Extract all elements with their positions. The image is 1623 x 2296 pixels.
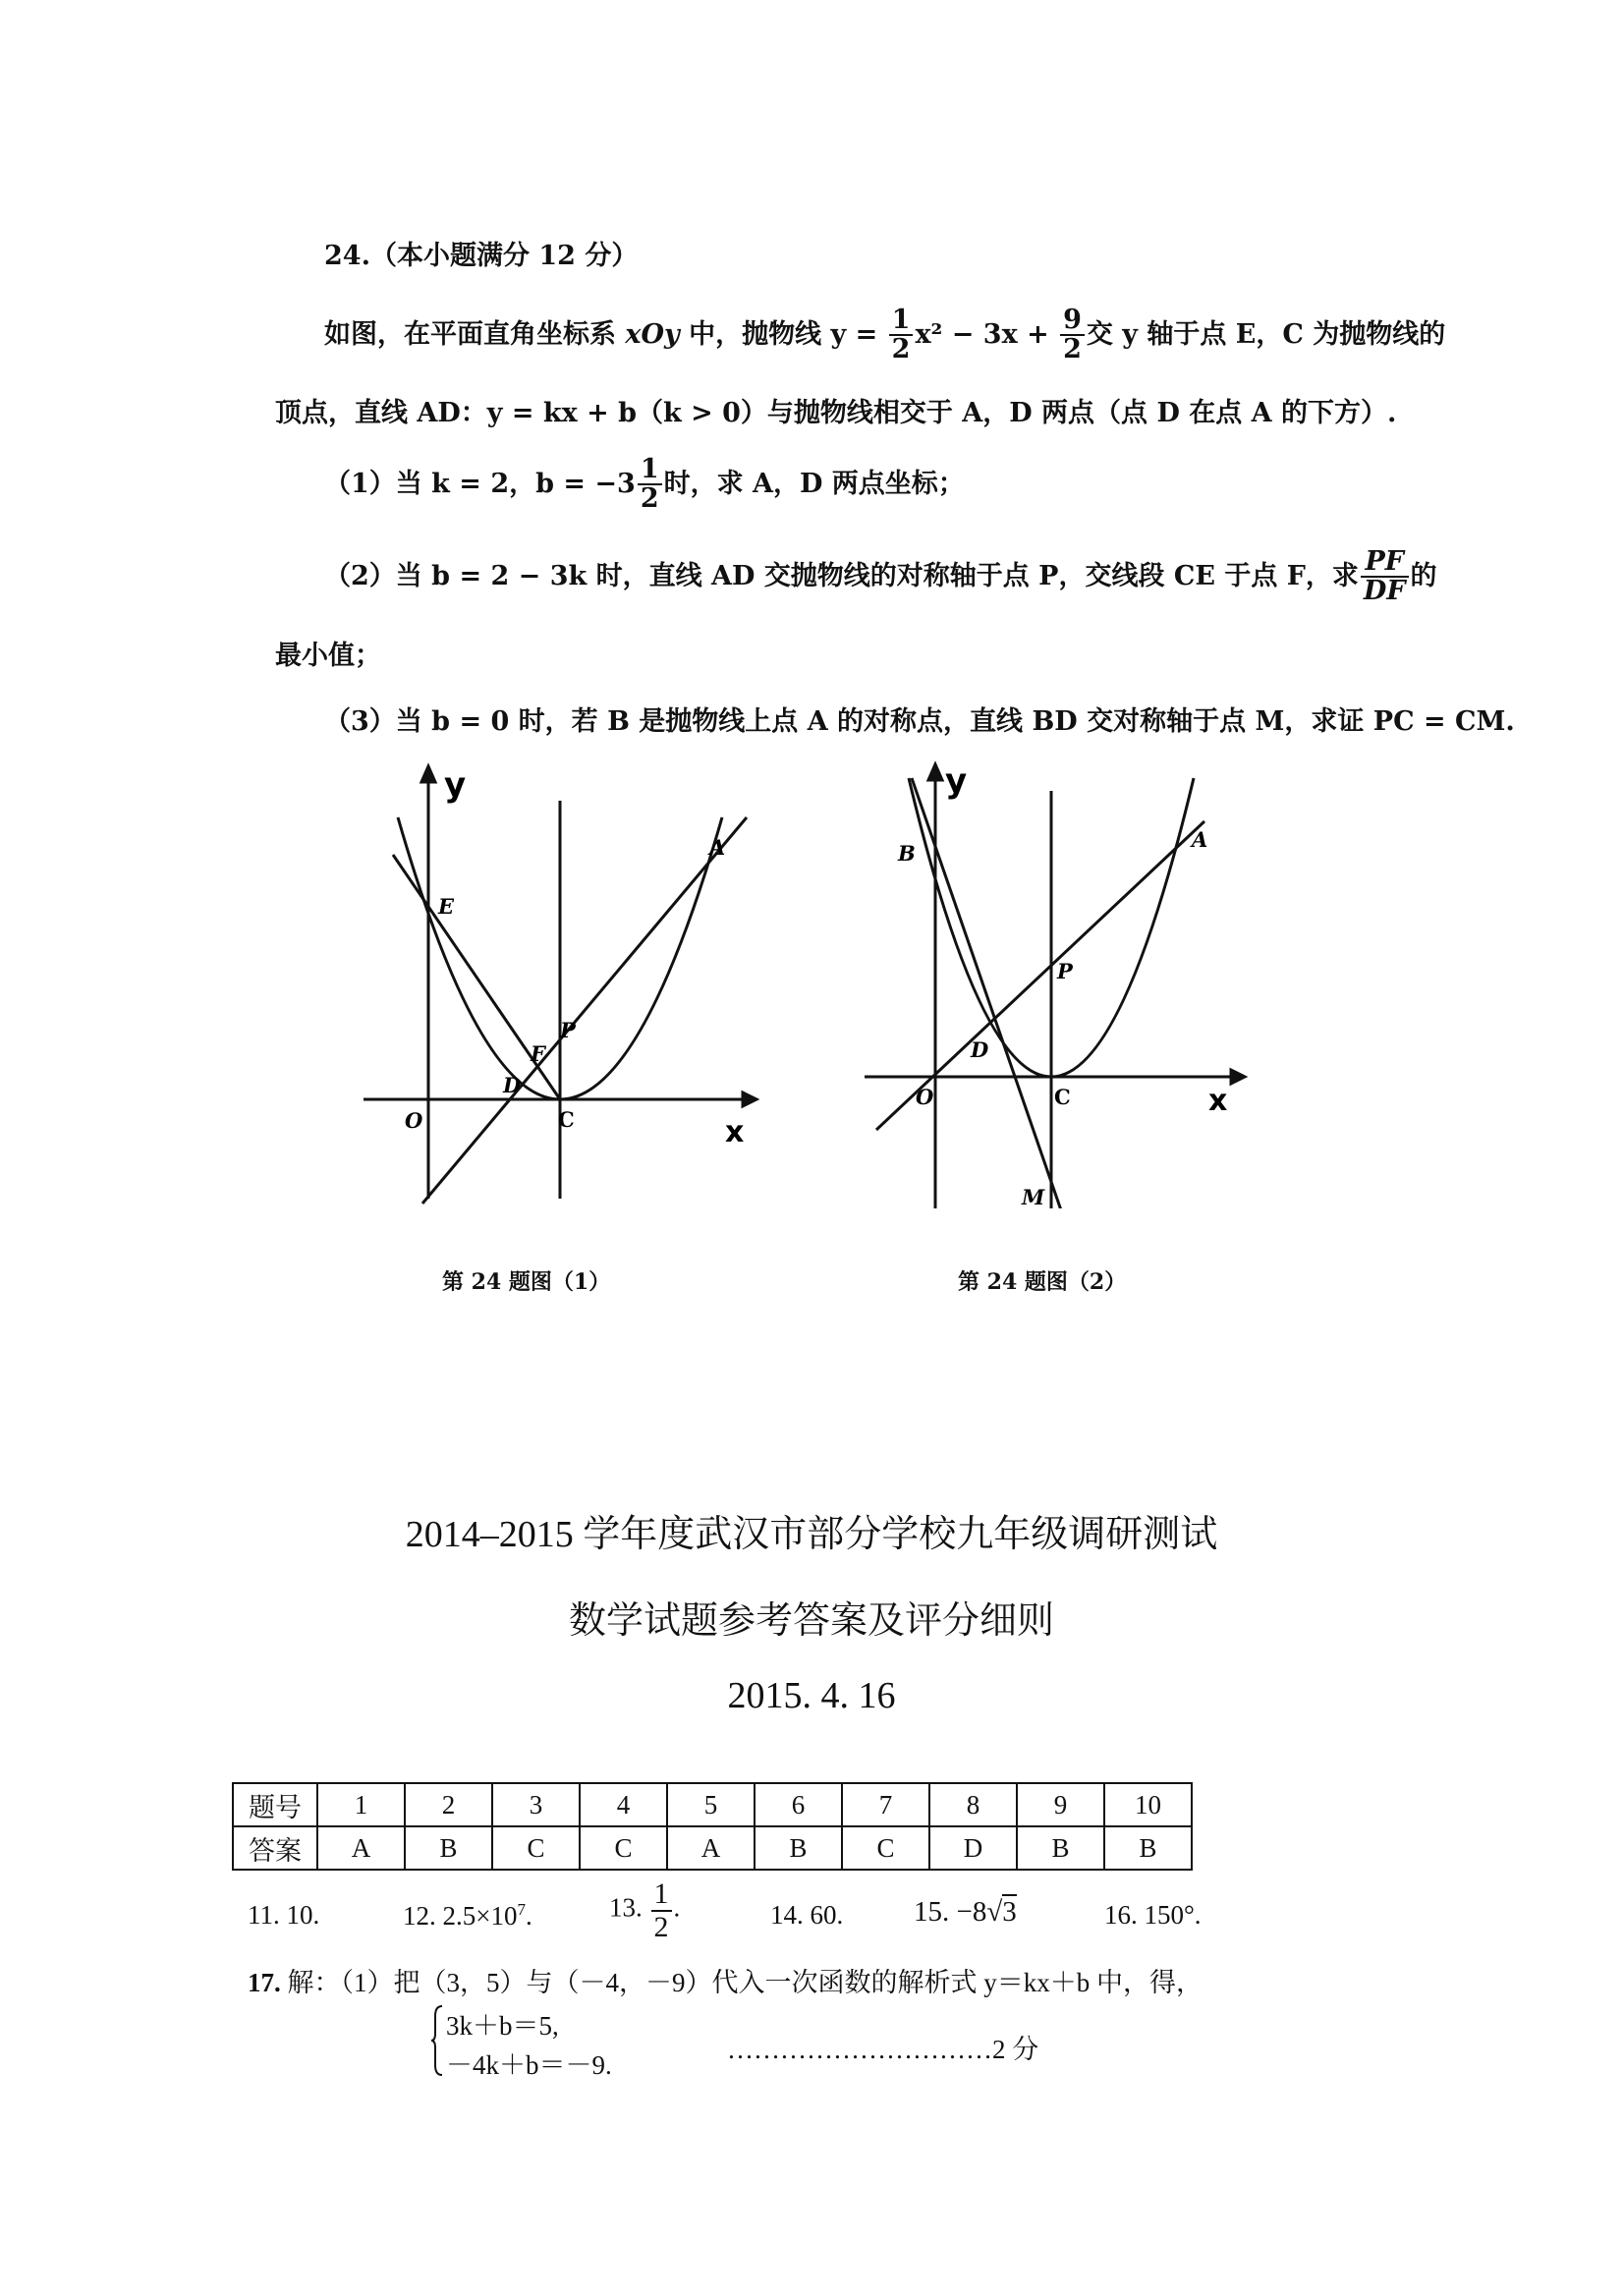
label-y: y — [444, 765, 467, 805]
answer-13: 13. $\frac{1}{2}$ . — [609, 1877, 681, 1943]
answer-16: 16. 150°. — [1104, 1900, 1202, 1930]
label-a: A — [1192, 827, 1208, 852]
table-cell: 4 — [580, 1783, 667, 1826]
q24-line2: 顶点，直线 AD：y = kx + b（k > 0）与抛物线相交于 A，D 两点（点 D 在点 A 的下方）. — [275, 398, 1397, 428]
label-p: P — [1057, 959, 1073, 983]
label-e: E — [438, 894, 455, 919]
table-cell: B — [755, 1826, 842, 1870]
q24-header: 24.（本小题满分 12 分） — [324, 241, 639, 271]
answer-12: 12. $2.5\times 10^7$. — [403, 1900, 532, 1931]
q17-eq1: 3k＋b＝5, — [446, 2011, 559, 2041]
q24-part3: （3）当 b = 0 时，若 B 是抛物线上点 A 的对称点，直线 BD 交对称轴于点 M，求证 PC = CM. — [324, 706, 1515, 737]
table-cell: 7 — [842, 1783, 929, 1826]
answer-15: 15. −8√3 — [914, 1896, 1017, 1928]
table-cell: 5 — [667, 1783, 755, 1826]
label-x: x — [725, 1115, 745, 1149]
x-axis-arrow — [1231, 1070, 1245, 1084]
table-cell: 2 — [405, 1783, 492, 1826]
brace-icon — [430, 2004, 444, 2077]
answer-11: 11. 10. — [248, 1900, 320, 1930]
table-cell: B — [1104, 1826, 1192, 1870]
label-f: F — [531, 1041, 545, 1066]
q17-eq2: －4k＋b＝－9. — [446, 2050, 612, 2080]
label-d: D — [503, 1073, 522, 1097]
figure-24-1 — [354, 756, 766, 1208]
table-cell: 1 — [317, 1783, 405, 1826]
q24-part2: （2）当 b = 2 − 3k 时，直线 AD 交抛物线的对称轴于点 P，交线段 CE 于点 F，求 $\frac{PF}{DF}$ 的 — [324, 546, 1437, 607]
table-cell: 3 — [492, 1783, 580, 1826]
table-cell: C — [842, 1826, 929, 1870]
table-row-numbers — [233, 1783, 1192, 1826]
fraction-half: $\frac{1}{2}$ — [889, 307, 914, 364]
table-cell: C — [580, 1826, 667, 1870]
table-cell: 6 — [755, 1783, 842, 1826]
table-cell: 10 — [1104, 1783, 1192, 1826]
label-b: B — [898, 841, 916, 866]
answer-table — [232, 1782, 1193, 1871]
figure-24-2 — [865, 756, 1277, 1208]
figure-1-caption: 第 24 题图（1） — [442, 1269, 611, 1295]
label-o: O — [405, 1108, 423, 1133]
q24-part1: （1）当 k = 2，b = −3 $\frac{1}{2}$ 时，求 A，D 两点坐标； — [324, 454, 965, 515]
q17-line1: 17. 解：（1）把（3，5）与（－4，－9）代入一次函数的解析式 y＝kx＋b 中，得， — [248, 1968, 1203, 1997]
table-cell: A — [317, 1826, 405, 1870]
x-axis-arrow — [743, 1092, 756, 1106]
table-cell: B — [405, 1826, 492, 1870]
line-ad — [876, 821, 1204, 1130]
label-c: C — [1054, 1085, 1071, 1109]
table-cell: B — [1017, 1826, 1104, 1870]
fraction-nine-halves: $\frac{9}{2}$ — [1060, 307, 1085, 364]
q24-part2-line2: 最小值； — [275, 641, 381, 671]
answer-title: 2014–2015 学年度武汉市部分学校九年级调研测试 — [405, 1514, 1218, 1555]
label-d: D — [971, 1037, 989, 1062]
answer-date: 2015. 4. 16 — [727, 1675, 896, 1716]
y-axis-arrow — [928, 764, 942, 780]
answer-subtitle: 数学试题参考答案及评分细则 — [568, 1600, 1054, 1642]
fraction-pf-df: $\frac{PF}{DF}$ — [1361, 548, 1409, 606]
figure-2-caption: 第 24 题图（2） — [958, 1269, 1127, 1295]
y-axis-arrow — [421, 766, 435, 782]
label-x: x — [1208, 1084, 1228, 1118]
label-y: y — [945, 761, 968, 801]
q17-score: …………………………2 分 — [727, 2035, 1039, 2064]
label-p: P — [560, 1018, 576, 1042]
label-m: M — [1022, 1185, 1045, 1208]
answer-14: 14. 60. — [770, 1900, 844, 1930]
label-a: A — [709, 835, 726, 860]
table-cell: 8 — [929, 1783, 1017, 1826]
label-o: O — [916, 1085, 934, 1109]
table-header-answer: 答案 — [233, 1826, 317, 1870]
table-cell: C — [492, 1826, 580, 1870]
table-cell: A — [667, 1826, 755, 1870]
table-cell: 9 — [1017, 1783, 1104, 1826]
q24-intro: 如图，在平面直角坐标系 xOy 中，抛物线 y = $\frac{1}{2}$ x² − 3x + $\frac{9}{2}$ 交 y 轴于点 E，C 为抛物线的 — [324, 305, 1446, 365]
label-c: C — [558, 1107, 575, 1132]
table-header-number: 题号 — [233, 1783, 317, 1826]
fraction-half: $\frac{1}{2}$ — [638, 456, 662, 514]
line-ad — [422, 817, 747, 1204]
sqrt-icon: √ — [986, 1896, 1003, 1928]
table-row-answers — [233, 1826, 1192, 1870]
table-cell: D — [929, 1826, 1017, 1870]
